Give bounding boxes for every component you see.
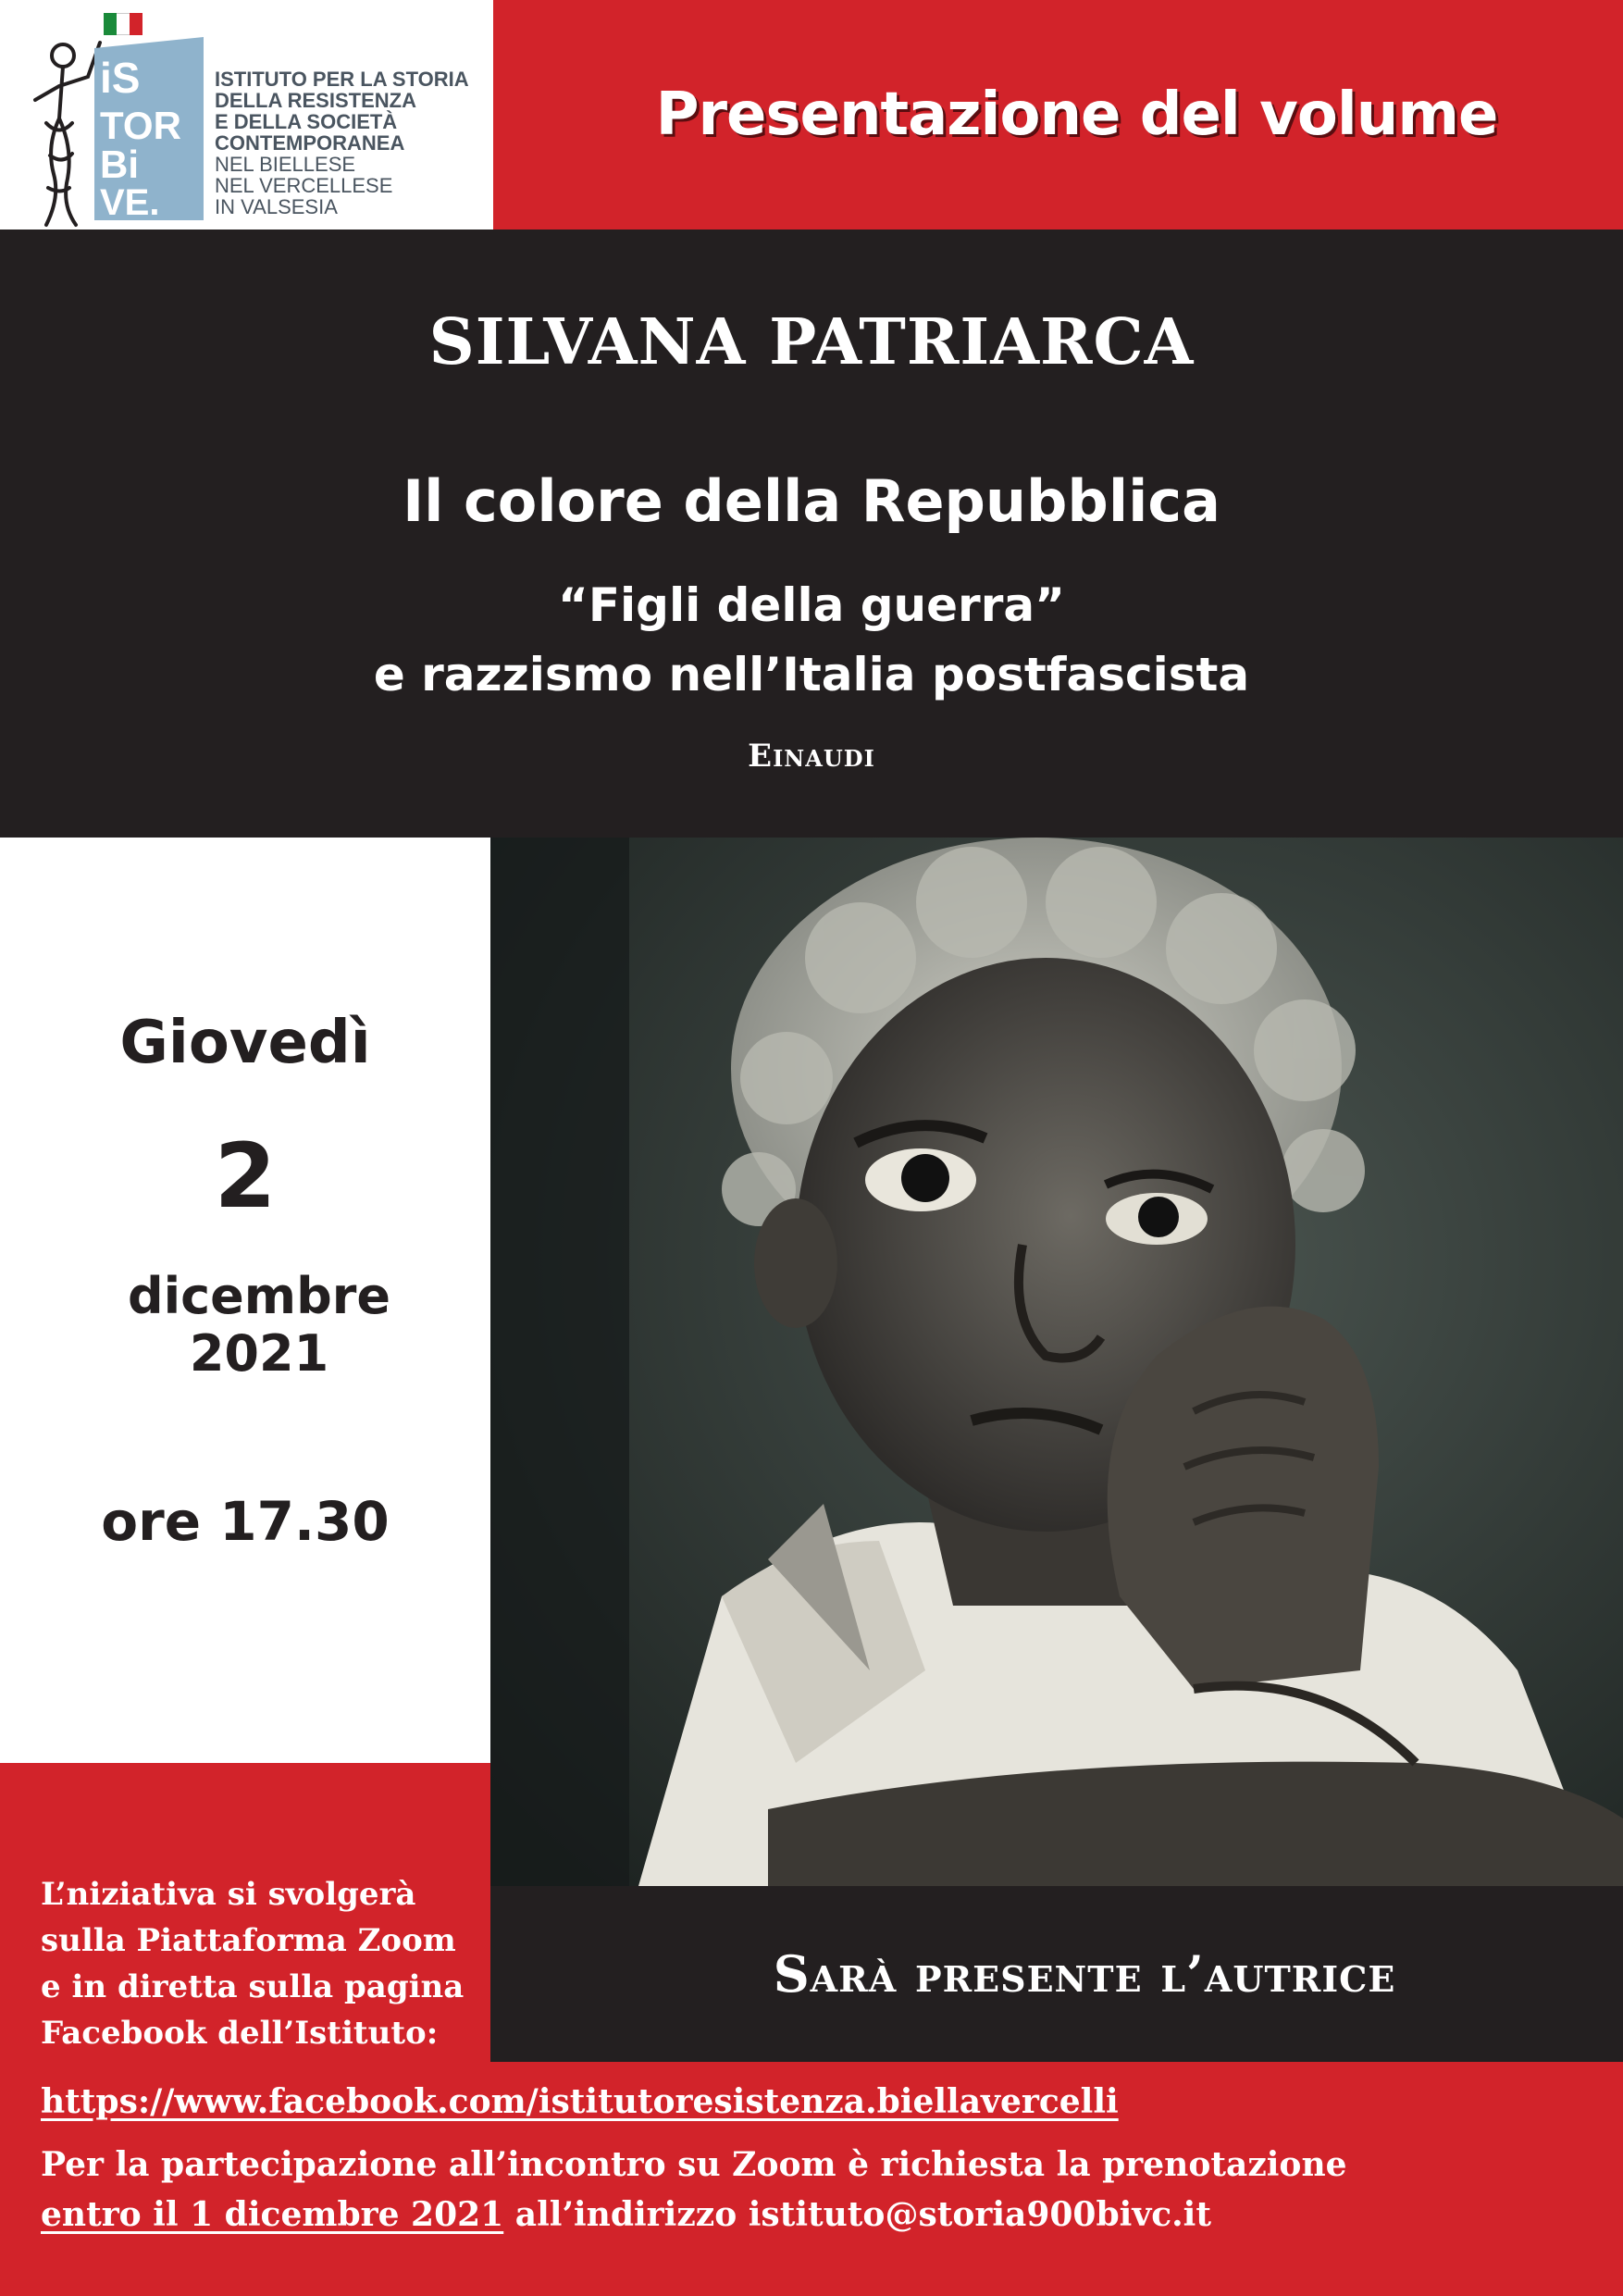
book-title: Il colore della Repubblica <box>403 467 1220 535</box>
event-month: dicembre <box>128 1267 390 1325</box>
initiative-text: L’niziativa si svolgerà sulla Piattaforma Zoom e in diretta sulla pagina Facebook dell’Istituto: <box>41 1876 465 2052</box>
partisan-figure-icon <box>19 35 102 230</box>
facebook-link[interactable]: https://www.facebook.com/istitutoresistenza.biellavercelli <box>41 2082 1119 2121</box>
event-time: ore 17.30 <box>101 1490 390 1553</box>
event-year: 2021 <box>189 1324 329 1383</box>
svg-text:iS: iS <box>100 54 141 102</box>
event-month-year <box>83 1268 435 1383</box>
author-name: SILVANA PATRIARCA <box>428 305 1195 379</box>
italian-flag-icon <box>104 13 142 35</box>
booking-email[interactable]: all’indirizzo istituto@storia900bivc.it <box>503 2195 1211 2234</box>
event-weekday: Giovedì <box>119 1009 371 1077</box>
booking-deadline: entro il 1 dicembre 2021 <box>41 2195 504 2234</box>
child-portrait-photo <box>490 838 1623 1886</box>
publisher-name: Einaudi <box>748 738 875 775</box>
svg-text:VE.: VE. <box>100 182 160 220</box>
header-title: Presentazione del volume <box>655 81 1498 149</box>
author-present-text: Sarà presente l’autrice <box>773 1944 1396 2004</box>
event-date: 2 <box>214 1124 277 1228</box>
institute-name: ISTITUTO PER LA STORIA DELLA RESISTENZA E DELLA SOCIETÀ CONTEMPORANEA NEL BIELLESE NEL VERCELLESE IN VALSESIA <box>215 68 469 218</box>
svg-text:Bi: Bi <box>100 143 139 186</box>
booking-note-line-1: Per la partecipazione all’incontro su Zoom è richiesta la prenotazione <box>41 2145 1347 2184</box>
book-subtitle-line-2: e razzismo nell’Italia postfascista <box>373 648 1250 701</box>
booking-note-line-2 <box>41 2195 1211 2234</box>
svg-text:TOR: TOR <box>100 104 181 147</box>
istorbive-logo-icon <box>94 37 204 220</box>
book-subtitle-line-1: “Figli della guerra” <box>558 578 1065 632</box>
